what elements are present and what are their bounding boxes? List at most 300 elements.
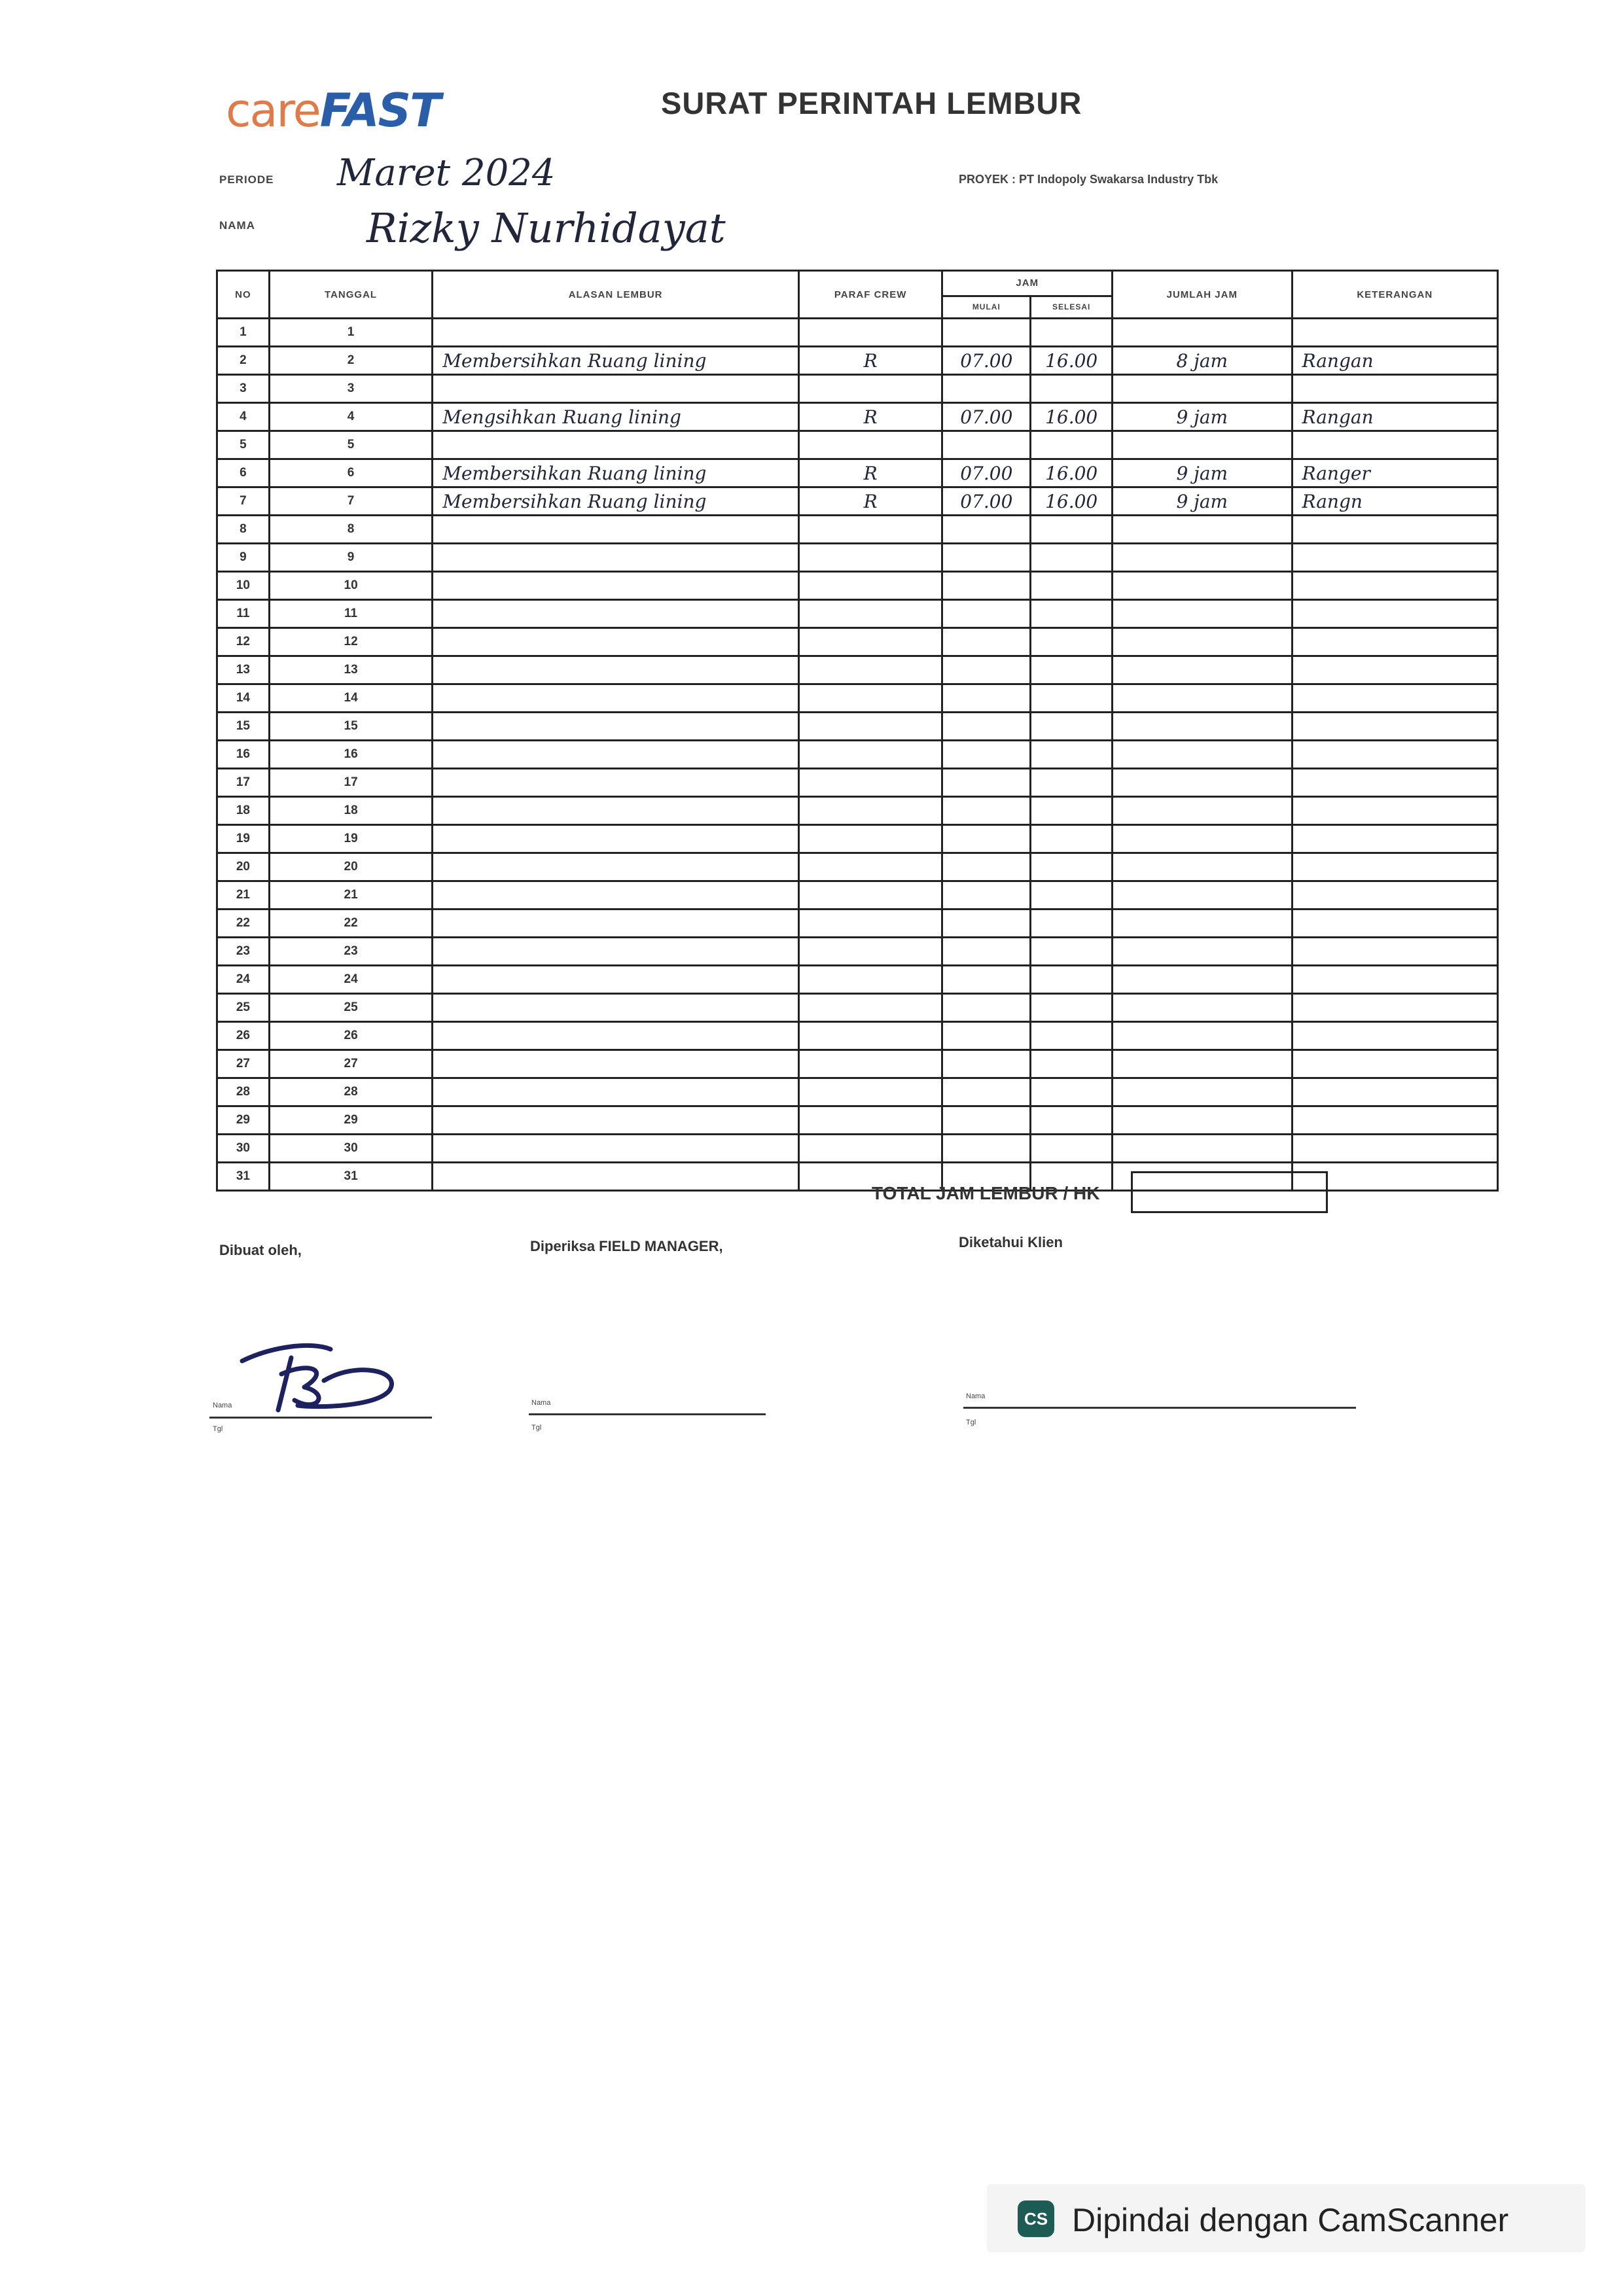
- cell-no: 24: [217, 966, 270, 994]
- cell-keterangan: [1292, 431, 1498, 459]
- cell-jumlah: [1113, 375, 1292, 403]
- cell-paraf: [798, 825, 942, 853]
- cell-tanggal: 18: [269, 797, 432, 825]
- cell-jumlah: [1113, 319, 1292, 347]
- cell-alasan: [433, 1078, 799, 1106]
- cell-alasan: [433, 1022, 799, 1050]
- cell-alasan: [433, 938, 799, 966]
- cell-selesai: [1031, 713, 1113, 741]
- cell-selesai: [1031, 684, 1113, 713]
- cell-selesai: 16.00: [1031, 487, 1113, 516]
- cell-paraf: [798, 994, 942, 1022]
- cell-no: 1: [217, 319, 270, 347]
- cell-selesai: [1031, 656, 1113, 684]
- cell-paraf: R: [798, 459, 942, 487]
- cell-mulai: [942, 544, 1031, 572]
- col-header-selesai: SELESAI: [1031, 296, 1113, 318]
- table-row: [217, 600, 1498, 628]
- table-row: [217, 1135, 1498, 1163]
- cell-mulai: [942, 881, 1031, 910]
- cell-mulai: [942, 600, 1031, 628]
- cell-keterangan: [1292, 910, 1498, 938]
- cell-alasan: [433, 516, 799, 544]
- dibuat-label: Dibuat oleh,: [219, 1242, 302, 1258]
- cell-alasan: [433, 600, 799, 628]
- table-row: [217, 797, 1498, 825]
- cell-selesai: [1031, 994, 1113, 1022]
- cell-jumlah: 9 jam: [1113, 403, 1292, 431]
- cell-tanggal: 23: [269, 938, 432, 966]
- cell-alasan: [433, 769, 799, 797]
- cell-keterangan: [1292, 1106, 1498, 1135]
- cell-mulai: [942, 656, 1031, 684]
- table-row: [217, 994, 1498, 1022]
- cell-keterangan: [1292, 825, 1498, 853]
- cell-tanggal: 9: [269, 544, 432, 572]
- cell-keterangan: [1292, 516, 1498, 544]
- cell-paraf: R: [798, 347, 942, 375]
- nama-label: NAMA: [219, 219, 255, 232]
- cell-selesai: [1031, 1135, 1113, 1163]
- diketahui-nama-label: Nama: [966, 1392, 986, 1400]
- col-header-tanggal: TANGGAL: [269, 271, 432, 319]
- cell-no: 7: [217, 487, 270, 516]
- cell-paraf: [798, 1050, 942, 1078]
- table-row: [217, 347, 1498, 375]
- cell-paraf: [798, 938, 942, 966]
- cell-no: 3: [217, 375, 270, 403]
- carefast-logo: [226, 84, 440, 137]
- table-body: [217, 319, 1498, 1191]
- cell-tanggal: 21: [269, 881, 432, 910]
- col-header-jumlah: JUMLAH JAM: [1113, 271, 1292, 319]
- cell-jumlah: [1113, 994, 1292, 1022]
- cell-no: 17: [217, 769, 270, 797]
- cell-paraf: [798, 375, 942, 403]
- cell-keterangan: [1292, 684, 1498, 713]
- cell-paraf: [798, 881, 942, 910]
- cell-tanggal: 10: [269, 572, 432, 600]
- total-label: TOTAL JAM LEMBUR / HK: [872, 1183, 1100, 1203]
- cell-keterangan: [1292, 1078, 1498, 1106]
- dibuat-tgl-label: Tgl: [213, 1425, 223, 1433]
- cell-jumlah: [1113, 797, 1292, 825]
- cell-alasan: [433, 656, 799, 684]
- cell-alasan: [433, 319, 799, 347]
- cell-no: 29: [217, 1106, 270, 1135]
- cell-tanggal: 8: [269, 516, 432, 544]
- cell-mulai: [942, 375, 1031, 403]
- cell-no: 20: [217, 853, 270, 881]
- cell-alasan: [433, 713, 799, 741]
- diketahui-tgl-label: Tgl: [966, 1419, 976, 1426]
- cell-keterangan: [1292, 1135, 1498, 1163]
- cell-mulai: [942, 910, 1031, 938]
- cell-selesai: [1031, 572, 1113, 600]
- cell-tanggal: 31: [269, 1163, 432, 1191]
- cell-alasan: [433, 1050, 799, 1078]
- cell-jumlah: [1113, 1022, 1292, 1050]
- cell-keterangan: [1292, 966, 1498, 994]
- col-header-jam: JAM: [942, 271, 1113, 296]
- cell-alasan: [433, 881, 799, 910]
- table-row: [217, 881, 1498, 910]
- cell-paraf: R: [798, 487, 942, 516]
- cell-no: 9: [217, 544, 270, 572]
- cell-mulai: [942, 684, 1031, 713]
- cell-jumlah: [1113, 431, 1292, 459]
- cell-jumlah: [1113, 656, 1292, 684]
- cell-tanggal: 26: [269, 1022, 432, 1050]
- cell-alasan: [433, 797, 799, 825]
- cell-keterangan: [1292, 797, 1498, 825]
- diketahui-sign-line: [963, 1407, 1356, 1409]
- cell-no: 31: [217, 1163, 270, 1191]
- cell-selesai: [1031, 516, 1113, 544]
- cell-paraf: [798, 1022, 942, 1050]
- cell-jumlah: [1113, 1106, 1292, 1135]
- cell-selesai: [1031, 628, 1113, 656]
- cell-jumlah: [1113, 544, 1292, 572]
- cell-jumlah: [1113, 938, 1292, 966]
- cell-paraf: [798, 1135, 942, 1163]
- table-row: [217, 938, 1498, 966]
- cell-mulai: [942, 938, 1031, 966]
- table-row: [217, 403, 1498, 431]
- diperiksa-tgl-label: Tgl: [531, 1424, 542, 1432]
- cell-alasan: Membersihkan Ruang lining: [433, 459, 799, 487]
- cell-tanggal: 6: [269, 459, 432, 487]
- cell-paraf: [798, 516, 942, 544]
- table-row: [217, 544, 1498, 572]
- nama-value: Rizky Nurhidayat: [366, 204, 726, 252]
- cell-tanggal: 27: [269, 1050, 432, 1078]
- table-row: [217, 487, 1498, 516]
- cell-jumlah: [1113, 516, 1292, 544]
- cell-tanggal: 4: [269, 403, 432, 431]
- cell-alasan: [433, 1106, 799, 1135]
- signature-icon: [232, 1335, 409, 1420]
- cell-paraf: [798, 628, 942, 656]
- cell-alasan: Membersihkan Ruang lining: [433, 487, 799, 516]
- table-row: [217, 319, 1498, 347]
- cell-no: 21: [217, 881, 270, 910]
- cell-tanggal: 22: [269, 910, 432, 938]
- cell-selesai: [1031, 600, 1113, 628]
- cell-paraf: [798, 910, 942, 938]
- cell-mulai: [942, 628, 1031, 656]
- cell-selesai: [1031, 825, 1113, 853]
- cell-no: 4: [217, 403, 270, 431]
- table-row: [217, 459, 1498, 487]
- cell-tanggal: 12: [269, 628, 432, 656]
- table-row: [217, 741, 1498, 769]
- cell-tanggal: 2: [269, 347, 432, 375]
- cell-selesai: 16.00: [1031, 459, 1113, 487]
- cell-keterangan: [1292, 628, 1498, 656]
- cell-keterangan: [1292, 319, 1498, 347]
- cell-selesai: [1031, 741, 1113, 769]
- cell-mulai: [942, 825, 1031, 853]
- col-header-keterangan: KETERANGAN: [1292, 271, 1498, 319]
- proyek-label: PROYEK : PT Indopoly Swakarsa Industry Tbk: [959, 173, 1219, 186]
- table-row: [217, 1078, 1498, 1106]
- cell-keterangan: [1292, 994, 1498, 1022]
- cell-keterangan: [1292, 600, 1498, 628]
- cell-no: 12: [217, 628, 270, 656]
- cell-no: 15: [217, 713, 270, 741]
- cell-keterangan: [1292, 713, 1498, 741]
- diperiksa-sign-line: [529, 1413, 766, 1415]
- col-header-alasan: ALASAN LEMBUR: [433, 271, 799, 319]
- cell-keterangan: [1292, 1050, 1498, 1078]
- cell-alasan: [433, 741, 799, 769]
- dibuat-nama-label: Nama: [213, 1402, 232, 1409]
- table-row: [217, 431, 1498, 459]
- table-row: [217, 1106, 1498, 1135]
- cell-alasan: [433, 431, 799, 459]
- cell-tanggal: 25: [269, 994, 432, 1022]
- cell-mulai: [942, 572, 1031, 600]
- cell-keterangan: Rangan: [1292, 403, 1498, 431]
- cell-mulai: [942, 1078, 1031, 1106]
- cell-selesai: [1031, 881, 1113, 910]
- cell-alasan: [433, 853, 799, 881]
- camscanner-text: Dipindai dengan CamScanner: [1072, 2202, 1509, 2238]
- diperiksa-nama-label: Nama: [531, 1399, 551, 1407]
- cell-no: 30: [217, 1135, 270, 1163]
- cell-alasan: [433, 375, 799, 403]
- cell-tanggal: 3: [269, 375, 432, 403]
- cell-keterangan: [1292, 1022, 1498, 1050]
- cell-mulai: [942, 1022, 1031, 1050]
- cell-mulai: [942, 319, 1031, 347]
- periode-value: Maret 2024: [337, 152, 556, 194]
- col-header-mulai: MULAI: [942, 296, 1031, 318]
- cell-alasan: [433, 966, 799, 994]
- cell-jumlah: [1113, 628, 1292, 656]
- cell-alasan: Membersihkan Ruang lining: [433, 347, 799, 375]
- cell-selesai: [1031, 319, 1113, 347]
- cell-paraf: [798, 600, 942, 628]
- cell-alasan: [433, 572, 799, 600]
- cell-selesai: [1031, 910, 1113, 938]
- cell-tanggal: 20: [269, 853, 432, 881]
- cell-no: 22: [217, 910, 270, 938]
- table-row: [217, 375, 1498, 403]
- cell-no: 5: [217, 431, 270, 459]
- table-row: [217, 966, 1498, 994]
- col-header-paraf: PARAF CREW: [798, 271, 942, 319]
- cell-paraf: [798, 1106, 942, 1135]
- cell-mulai: [942, 797, 1031, 825]
- cell-tanggal: 13: [269, 656, 432, 684]
- cell-alasan: [433, 544, 799, 572]
- cell-jumlah: [1113, 966, 1292, 994]
- cell-tanggal: 15: [269, 713, 432, 741]
- cell-paraf: [798, 544, 942, 572]
- cell-mulai: [942, 741, 1031, 769]
- cell-paraf: [798, 319, 942, 347]
- cell-mulai: [942, 431, 1031, 459]
- cell-jumlah: [1113, 769, 1292, 797]
- table-row: [217, 1050, 1498, 1078]
- cell-no: 18: [217, 797, 270, 825]
- cell-tanggal: 24: [269, 966, 432, 994]
- table-row: [217, 628, 1498, 656]
- page-title: SURAT PERINTAH LEMBUR: [661, 86, 1082, 120]
- cell-tanggal: 14: [269, 684, 432, 713]
- cell-no: 2: [217, 347, 270, 375]
- cell-tanggal: 7: [269, 487, 432, 516]
- cell-no: 19: [217, 825, 270, 853]
- cell-mulai: 07.00: [942, 459, 1031, 487]
- logo-care-text: care: [226, 84, 320, 137]
- cell-paraf: [798, 966, 942, 994]
- diperiksa-label: Diperiksa FIELD MANAGER,: [530, 1238, 723, 1254]
- cell-jumlah: [1113, 853, 1292, 881]
- cell-jumlah: [1113, 910, 1292, 938]
- periode-label: PERIODE: [219, 173, 274, 186]
- cell-selesai: [1031, 1106, 1113, 1135]
- cell-keterangan: [1292, 938, 1498, 966]
- cell-paraf: [798, 656, 942, 684]
- cell-no: 26: [217, 1022, 270, 1050]
- cell-mulai: 07.00: [942, 487, 1031, 516]
- cell-no: 11: [217, 600, 270, 628]
- cell-selesai: [1031, 797, 1113, 825]
- cell-selesai: [1031, 769, 1113, 797]
- cell-jumlah: [1113, 572, 1292, 600]
- cell-paraf: [798, 741, 942, 769]
- cell-paraf: [798, 797, 942, 825]
- cell-alasan: [433, 994, 799, 1022]
- cell-no: 8: [217, 516, 270, 544]
- cell-mulai: [942, 1135, 1031, 1163]
- table-row: [217, 713, 1498, 741]
- cell-jumlah: [1113, 600, 1292, 628]
- logo-fast-text: FAST: [319, 84, 440, 137]
- cell-jumlah: 9 jam: [1113, 487, 1292, 516]
- cell-keterangan: [1292, 741, 1498, 769]
- cell-tanggal: 19: [269, 825, 432, 853]
- cell-no: 16: [217, 741, 270, 769]
- overtime-table: [216, 270, 1499, 1192]
- cell-keterangan: Ranger: [1292, 459, 1498, 487]
- cell-mulai: [942, 516, 1031, 544]
- cell-paraf: [798, 1078, 942, 1106]
- cell-paraf: [798, 853, 942, 881]
- cell-alasan: [433, 910, 799, 938]
- cell-paraf: [798, 684, 942, 713]
- cell-tanggal: 29: [269, 1106, 432, 1135]
- table-row: [217, 1022, 1498, 1050]
- cell-no: 23: [217, 938, 270, 966]
- cell-selesai: 16.00: [1031, 403, 1113, 431]
- cell-selesai: [1031, 1022, 1113, 1050]
- cell-selesai: [1031, 1078, 1113, 1106]
- table-row: [217, 910, 1498, 938]
- cell-keterangan: [1292, 375, 1498, 403]
- total-box: [1131, 1171, 1328, 1213]
- cell-jumlah: [1113, 1135, 1292, 1163]
- cell-alasan: [433, 684, 799, 713]
- cell-mulai: 07.00: [942, 347, 1031, 375]
- cell-paraf: [798, 769, 942, 797]
- cell-selesai: [1031, 544, 1113, 572]
- cell-paraf: [798, 431, 942, 459]
- cell-selesai: [1031, 375, 1113, 403]
- cell-no: 10: [217, 572, 270, 600]
- dibuat-sign-line: [209, 1417, 432, 1419]
- cell-selesai: [1031, 431, 1113, 459]
- cell-tanggal: 5: [269, 431, 432, 459]
- cell-tanggal: 11: [269, 600, 432, 628]
- cell-tanggal: 1: [269, 319, 432, 347]
- cell-alasan: [433, 628, 799, 656]
- col-header-no: NO: [217, 271, 270, 319]
- cell-tanggal: 16: [269, 741, 432, 769]
- cell-keterangan: Rangan: [1292, 347, 1498, 375]
- cell-mulai: [942, 966, 1031, 994]
- cell-mulai: [942, 994, 1031, 1022]
- cell-mulai: [942, 1106, 1031, 1135]
- table-row: [217, 516, 1498, 544]
- cell-jumlah: [1113, 713, 1292, 741]
- cell-mulai: [942, 1050, 1031, 1078]
- cell-selesai: [1031, 966, 1113, 994]
- cell-selesai: [1031, 1050, 1113, 1078]
- cell-jumlah: [1113, 881, 1292, 910]
- cell-no: 25: [217, 994, 270, 1022]
- cell-no: 14: [217, 684, 270, 713]
- cell-jumlah: [1113, 741, 1292, 769]
- cell-alasan: [433, 1163, 799, 1191]
- cell-no: 6: [217, 459, 270, 487]
- cell-keterangan: Rangn: [1292, 487, 1498, 516]
- table-row: [217, 684, 1498, 713]
- cell-alasan: [433, 825, 799, 853]
- cell-no: 27: [217, 1050, 270, 1078]
- table-row: [217, 825, 1498, 853]
- cell-tanggal: 17: [269, 769, 432, 797]
- cell-keterangan: [1292, 544, 1498, 572]
- table-row: [217, 853, 1498, 881]
- cell-jumlah: [1113, 684, 1292, 713]
- table-row: [217, 572, 1498, 600]
- cell-keterangan: [1292, 656, 1498, 684]
- cell-paraf: [798, 713, 942, 741]
- cell-selesai: 16.00: [1031, 347, 1113, 375]
- cell-mulai: 07.00: [942, 403, 1031, 431]
- cell-no: 28: [217, 1078, 270, 1106]
- cell-selesai: [1031, 853, 1113, 881]
- cell-keterangan: [1292, 769, 1498, 797]
- cell-mulai: [942, 853, 1031, 881]
- cell-keterangan: [1292, 881, 1498, 910]
- cell-paraf: R: [798, 403, 942, 431]
- cell-no: 13: [217, 656, 270, 684]
- cell-jumlah: 8 jam: [1113, 347, 1292, 375]
- cell-selesai: [1031, 938, 1113, 966]
- cell-jumlah: [1113, 1078, 1292, 1106]
- cell-jumlah: [1113, 825, 1292, 853]
- cell-alasan: [433, 1135, 799, 1163]
- cell-alasan: Mengsihkan Ruang lining: [433, 403, 799, 431]
- cell-keterangan: [1292, 853, 1498, 881]
- camscanner-icon: CS: [1018, 2200, 1054, 2237]
- cell-mulai: [942, 713, 1031, 741]
